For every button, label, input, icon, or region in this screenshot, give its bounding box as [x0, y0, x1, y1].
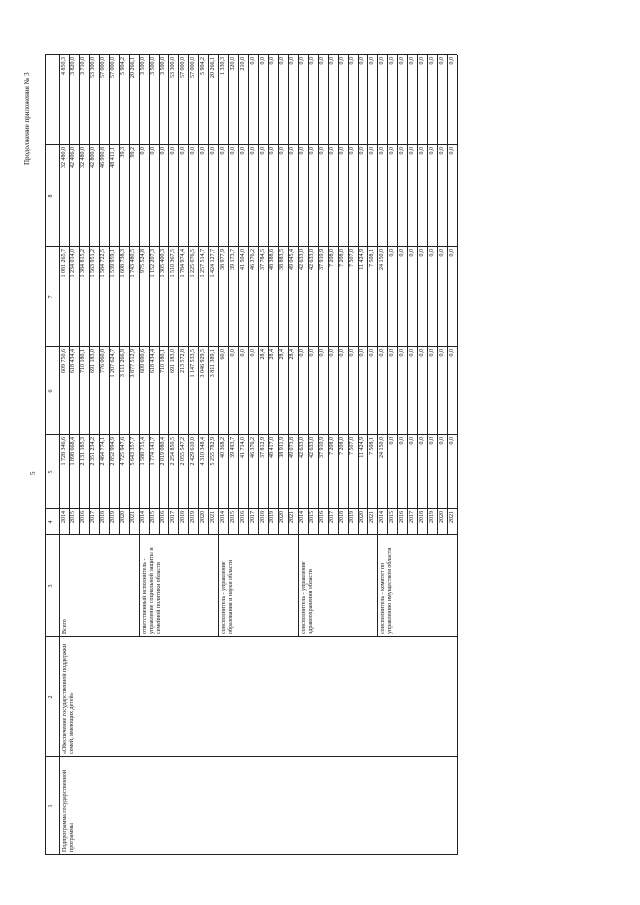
rotated-table [25, 35, 565, 905]
column-header: 6 [48, 389, 54, 393]
value-cell: 0,0 [349, 147, 356, 155]
value-cell: 691 183,0 [90, 349, 97, 373]
year-cell: 2015 [388, 511, 395, 523]
value-cell: 0,0 [319, 147, 326, 155]
value-cell: 320,0 [229, 57, 236, 71]
year-cell: 2014 [299, 511, 306, 523]
value-cell: 0,0 [349, 57, 356, 65]
value-cell: 1 898 668,4 [70, 437, 77, 466]
value-cell: 28,4 [259, 349, 266, 360]
column-header: 1 [48, 804, 54, 808]
value-cell: 3 500,0 [140, 57, 147, 75]
header-top-rule [45, 55, 46, 855]
value-cell: 0,0 [289, 57, 296, 65]
value-cell: 46 376,2 [249, 437, 256, 458]
value-cell: 39,3 [120, 147, 127, 158]
value-cell: 2 351 234,2 [90, 437, 97, 466]
value-cell: 2 464 774,1 [100, 437, 107, 466]
value-cell: 0,0 [199, 147, 206, 155]
year-cell: 2014 [219, 511, 226, 523]
value-cell: 0,0 [428, 147, 435, 155]
value-cell: 53 300,0 [90, 57, 97, 78]
year-cell: 2018 [100, 511, 107, 523]
year-cell: 2021 [130, 511, 137, 523]
value-cell: 0,0 [408, 437, 415, 445]
value-cell: 0,0 [388, 57, 395, 65]
year-cell: 2016 [398, 511, 405, 523]
value-cell: 5 904,2 [120, 57, 127, 75]
value-cell: 3 500,0 [150, 57, 157, 75]
value-cell: 0,0 [259, 57, 266, 65]
column-rule [45, 636, 457, 637]
value-cell: 0,0 [209, 147, 216, 155]
value-cell: 0,0 [428, 349, 435, 357]
value-cell: 710 180,1 [80, 349, 87, 373]
value-cell: 609 690,6 [140, 349, 147, 373]
value-cell: 0,0 [179, 147, 186, 155]
value-cell: 0,0 [219, 147, 226, 155]
value-cell: 618 434,4 [150, 349, 157, 373]
value-cell: 0,0 [438, 349, 445, 357]
value-cell: 41 504,0 [239, 249, 246, 270]
page-marker: 5 [29, 471, 37, 475]
value-cell: 7 208,0 [339, 437, 346, 455]
value-cell: 2 131 185,3 [80, 437, 87, 466]
year-cell: 2017 [249, 511, 256, 523]
year-cell: 2018 [179, 511, 186, 523]
value-cell: 1 147 533,5 [189, 349, 196, 378]
value-cell: 38 911,9 [279, 437, 286, 458]
value-cell: 0,0 [150, 147, 157, 155]
value-cell: 0,0 [329, 147, 336, 155]
year-cell: 2020 [199, 511, 206, 523]
value-cell: 0,0 [448, 57, 455, 65]
executor-label: Всего [62, 619, 68, 634]
value-cell: 57 000,0 [189, 57, 196, 78]
value-cell: 28,4 [279, 349, 286, 360]
value-cell: 0,0 [428, 437, 435, 445]
value-cell: 1 510 367,5 [169, 249, 176, 278]
value-cell: 0,0 [428, 57, 435, 65]
year-cell: 2018 [259, 511, 266, 523]
column-header: 3 [48, 584, 54, 588]
value-cell: 0,0 [299, 57, 306, 65]
value-cell: 0,0 [438, 147, 445, 155]
value-cell: 41 714,0 [239, 437, 246, 458]
year-cell: 2014 [60, 511, 67, 523]
value-cell: 5 643 357,7 [130, 437, 137, 466]
value-cell: 0,0 [319, 349, 326, 357]
value-cell: 0,0 [368, 349, 375, 357]
value-cell: 0,0 [359, 57, 365, 65]
executor-label: ответственный исполнитель - управление социальной защиты и семейной политики области [141, 547, 162, 634]
value-cell: 3 111 266,9 [120, 349, 127, 378]
value-cell: 776 060,8 [100, 349, 107, 373]
value-cell: 0,0 [299, 349, 306, 357]
value-cell: 0,0 [378, 57, 385, 65]
value-cell: 0,0 [408, 57, 415, 65]
value-cell: 7 507,0 [349, 437, 356, 455]
year-cell: 2021 [368, 511, 375, 523]
value-cell: 0,0 [368, 57, 375, 65]
value-cell: 11 424,9 [359, 437, 365, 458]
year-cell: 2015 [309, 511, 316, 523]
value-cell: 1 424 127,7 [209, 249, 216, 278]
value-cell: 0,0 [418, 57, 425, 65]
column-header: 7 [48, 295, 54, 299]
value-cell: 0,0 [140, 147, 147, 155]
value-cell: 0,0 [398, 249, 405, 257]
appendix-note: Продолжение приложения № 3 [23, 72, 31, 165]
value-cell: 0,0 [229, 147, 236, 155]
value-cell: 0,0 [408, 249, 415, 257]
value-cell: 0,0 [418, 437, 425, 445]
value-cell: 3 500,0 [160, 57, 166, 75]
value-cell: 213 572,8 [179, 349, 186, 373]
value-cell: 20 266,1 [209, 57, 216, 78]
value-cell: 1 588 715,4 [140, 437, 147, 466]
value-cell: 37 784,5 [259, 249, 266, 270]
value-cell: 32 480,0 [60, 147, 67, 168]
value-cell: 0,0 [329, 349, 336, 357]
value-cell: 3 877 512,9 [130, 349, 137, 378]
value-cell: 0,0 [448, 147, 455, 155]
value-cell: 1 608 738,3 [120, 249, 127, 278]
value-cell: 38 883,5 [279, 249, 286, 270]
year-cell: 2020 [438, 511, 445, 523]
value-cell: 1 539 959,1 [110, 249, 117, 278]
value-cell: 0,0 [359, 147, 365, 155]
column-rule [45, 854, 457, 855]
column-rule [45, 756, 457, 757]
value-cell: 48 388,6 [269, 249, 276, 270]
value-cell: 24 150,0 [378, 249, 385, 270]
value-cell: 0,0 [398, 57, 405, 65]
value-cell: 0,0 [428, 249, 435, 257]
value-cell: 11 424,9 [359, 249, 365, 270]
value-cell: 37 910,9 [319, 249, 326, 270]
value-cell: 7 507,0 [349, 249, 356, 267]
value-cell: 0,0 [418, 249, 425, 257]
year-cell: 2020 [359, 511, 365, 523]
value-cell: 0,0 [309, 349, 316, 357]
value-cell: 1 152 207,3 [150, 249, 157, 278]
year-cell: 2014 [378, 511, 385, 523]
value-cell: 42 406,0 [70, 147, 77, 168]
value-cell: 0,0 [388, 249, 395, 257]
value-cell: 42 633,0 [309, 437, 316, 458]
year-cell: 2015 [229, 511, 236, 523]
value-cell: 0,0 [299, 147, 306, 155]
value-cell: 691 183,0 [169, 349, 176, 373]
value-cell: 0,0 [388, 147, 395, 155]
value-cell: 1 081 265,7 [60, 249, 67, 278]
year-cell: 2019 [110, 511, 117, 523]
value-cell: 0,0 [239, 349, 246, 357]
value-cell: 1 784 974,4 [179, 249, 186, 278]
value-cell: 975 524,8 [140, 249, 147, 273]
value-cell: 42 633,0 [299, 437, 306, 458]
value-cell: 39 173,7 [229, 249, 236, 270]
value-cell: 0,0 [239, 147, 246, 155]
value-cell: 0,0 [229, 349, 236, 357]
year-cell: 2016 [80, 511, 87, 523]
value-cell: 0,0 [448, 349, 455, 357]
value-cell: 1 774 141,7 [150, 437, 157, 466]
value-cell: 48 417,0 [269, 437, 276, 458]
year-cell: 2014 [140, 511, 147, 523]
year-cell: 2017 [329, 511, 336, 523]
value-cell: 7 208,0 [329, 249, 336, 267]
value-cell: 0,0 [339, 349, 346, 357]
value-cell: 7 508,1 [368, 437, 375, 455]
value-cell: 3 811 389,1 [209, 349, 216, 378]
value-cell: 7 208,0 [329, 437, 336, 455]
value-cell: 0,0 [169, 147, 176, 155]
value-cell: 0,0 [388, 349, 395, 357]
value-cell: 40 368,2 [219, 437, 226, 458]
value-cell: 0,0 [398, 437, 405, 445]
value-cell: 1 563 951,2 [90, 249, 97, 278]
executor-label: соисполнитель - комитет по управлению имуществом области [380, 547, 394, 634]
value-cell: 48 411,1 [110, 147, 117, 168]
year-cell: 2016 [239, 511, 246, 523]
value-cell: 609 750,6 [60, 349, 67, 373]
value-cell: 0,0 [309, 147, 316, 155]
value-cell: 0,0 [388, 437, 395, 445]
year-cell: 2017 [408, 511, 415, 523]
value-cell: 3 046 929,5 [199, 349, 206, 378]
column-header: 8 [48, 194, 54, 198]
value-cell: 210,0 [239, 57, 246, 71]
value-cell: 57 000,0 [110, 57, 117, 78]
value-cell: 1 743 480,5 [130, 249, 137, 278]
value-cell: 0,0 [189, 147, 196, 155]
value-cell: 0,0 [249, 349, 256, 357]
column-header: 4 [48, 520, 54, 524]
value-cell: 4 310 348,4 [199, 437, 206, 466]
year-cell: 2016 [160, 511, 166, 523]
value-cell: 0,0 [349, 349, 356, 357]
value-cell: 0,0 [319, 57, 326, 65]
value-cell: 24 150,0 [378, 437, 385, 458]
value-cell: 0,0 [418, 349, 425, 357]
value-cell: 28,4 [269, 349, 276, 360]
value-cell: 57 000,0 [100, 57, 107, 78]
value-cell: 0,0 [378, 349, 385, 357]
executor-label: соисполнитель - управление здравоохранения области [300, 561, 314, 634]
year-cell: 2015 [150, 511, 157, 523]
value-cell: 4 850,3 [60, 57, 67, 75]
value-cell: 0,0 [438, 57, 445, 65]
value-cell: 0,0 [309, 57, 316, 65]
value-cell: 0,0 [279, 57, 286, 65]
value-cell: 0,0 [398, 349, 405, 357]
value-cell: 2 019 080,4 [160, 437, 166, 466]
value-cell: 4 725 947,6 [120, 437, 127, 466]
year-cell: 2020 [279, 511, 286, 523]
value-cell: 5 255 782,9 [209, 437, 216, 466]
value-cell: 0,0 [339, 147, 346, 155]
value-cell: 1 207 624,7 [110, 349, 117, 378]
year-cell: 2021 [209, 511, 216, 523]
year-cell: 2021 [448, 511, 455, 523]
value-cell: 0,0 [359, 349, 365, 357]
value-cell: 618 434,4 [70, 349, 77, 373]
value-cell: 0,0 [448, 249, 455, 257]
year-cell: 2019 [349, 511, 356, 523]
year-cell: 2018 [339, 511, 346, 523]
year-cell: 2021 [289, 511, 296, 523]
value-cell: 42 633,0 [309, 249, 316, 270]
value-cell: 0,0 [408, 349, 415, 357]
value-cell: 2 852 994,9 [110, 437, 117, 466]
value-cell: 1 257 514,7 [199, 249, 206, 278]
column-header: 5 [48, 470, 54, 474]
value-cell: 0,0 [279, 147, 286, 155]
program-name: «Обеспечение государственной поддержки семей, имеющих детей» [62, 643, 75, 754]
value-cell: 0,0 [378, 147, 385, 155]
value-cell: 7 208,0 [339, 249, 346, 267]
value-cell: 710 180,1 [160, 349, 166, 373]
year-cell: 2020 [120, 511, 127, 523]
value-cell: 28,4 [289, 349, 296, 360]
value-cell: 0,0 [408, 147, 415, 155]
value-cell: 37 910,9 [319, 437, 326, 458]
value-cell: 7 508,1 [368, 249, 375, 267]
value-cell: 0,0 [339, 57, 346, 65]
year-cell: 2016 [319, 511, 326, 523]
year-cell: 2019 [269, 511, 276, 523]
value-cell: 0,0 [249, 147, 256, 155]
value-cell: 42 800,0 [90, 147, 97, 168]
value-cell: 1 305 400,3 [160, 249, 166, 278]
column-header: 2 [48, 695, 54, 699]
value-cell: 1 330,3 [219, 57, 226, 75]
value-cell: 1 728 346,6 [60, 437, 67, 466]
value-cell: 38 977,9 [219, 249, 226, 270]
value-cell: 3 820,0 [70, 57, 77, 75]
value-cell: 32 480,0 [80, 147, 87, 168]
year-cell: 2017 [169, 511, 176, 523]
value-cell: 57 000,0 [179, 57, 186, 78]
value-cell: 0,0 [438, 249, 445, 257]
value-cell: 2 429 610,0 [189, 437, 196, 466]
value-cell: 0,0 [269, 57, 276, 65]
value-cell: 37 812,9 [259, 437, 266, 458]
year-cell: 2019 [428, 511, 435, 523]
value-cell: 0,0 [448, 437, 455, 445]
year-cell: 2017 [90, 511, 97, 523]
executor-label: соисполнитель - управление образования и науки области [221, 559, 235, 634]
value-cell: 99,2 [130, 147, 137, 158]
value-cell: 42 633,0 [299, 249, 306, 270]
value-cell: 2 055 547,2 [179, 437, 186, 466]
value-cell: 0,0 [160, 147, 166, 155]
value-cell: 0,0 [418, 147, 425, 155]
program-label: Подпрограмма государственной программы [62, 769, 75, 852]
value-cell: 0,0 [438, 437, 445, 445]
value-cell: 0,0 [259, 147, 266, 155]
year-cell: 2015 [70, 511, 77, 523]
value-cell: 1 384 815,2 [80, 249, 87, 278]
value-cell: 49 073,8 [289, 437, 296, 458]
year-cell: 2018 [418, 511, 425, 523]
table-bottom-rule [457, 55, 458, 855]
year-cell: 2019 [189, 511, 196, 523]
value-cell: 0,0 [368, 147, 375, 155]
value-cell: 0,0 [289, 147, 296, 155]
value-cell: 46 376,2 [249, 249, 256, 270]
value-cell: 0,0 [329, 57, 336, 65]
value-cell: 0,0 [249, 57, 256, 65]
value-cell: 2 254 850,5 [169, 437, 176, 466]
value-cell: 5 904,2 [199, 57, 206, 75]
value-cell: 0,0 [269, 147, 276, 155]
value-cell: 46 990,8 [100, 147, 107, 168]
value-cell: 0,0 [398, 147, 405, 155]
value-cell: 53 300,0 [169, 57, 176, 78]
value-cell: 60,0 [219, 349, 226, 360]
value-cell: 1 225 076,5 [189, 249, 196, 278]
value-cell: 1 584 722,5 [100, 249, 107, 278]
value-cell: 20 266,1 [130, 57, 137, 78]
value-cell: 49 045,4 [289, 249, 296, 270]
value-cell: 3 710,0 [80, 57, 87, 75]
value-cell: 39 493,7 [229, 437, 236, 458]
value-cell: 1 234 014,0 [70, 249, 77, 278]
